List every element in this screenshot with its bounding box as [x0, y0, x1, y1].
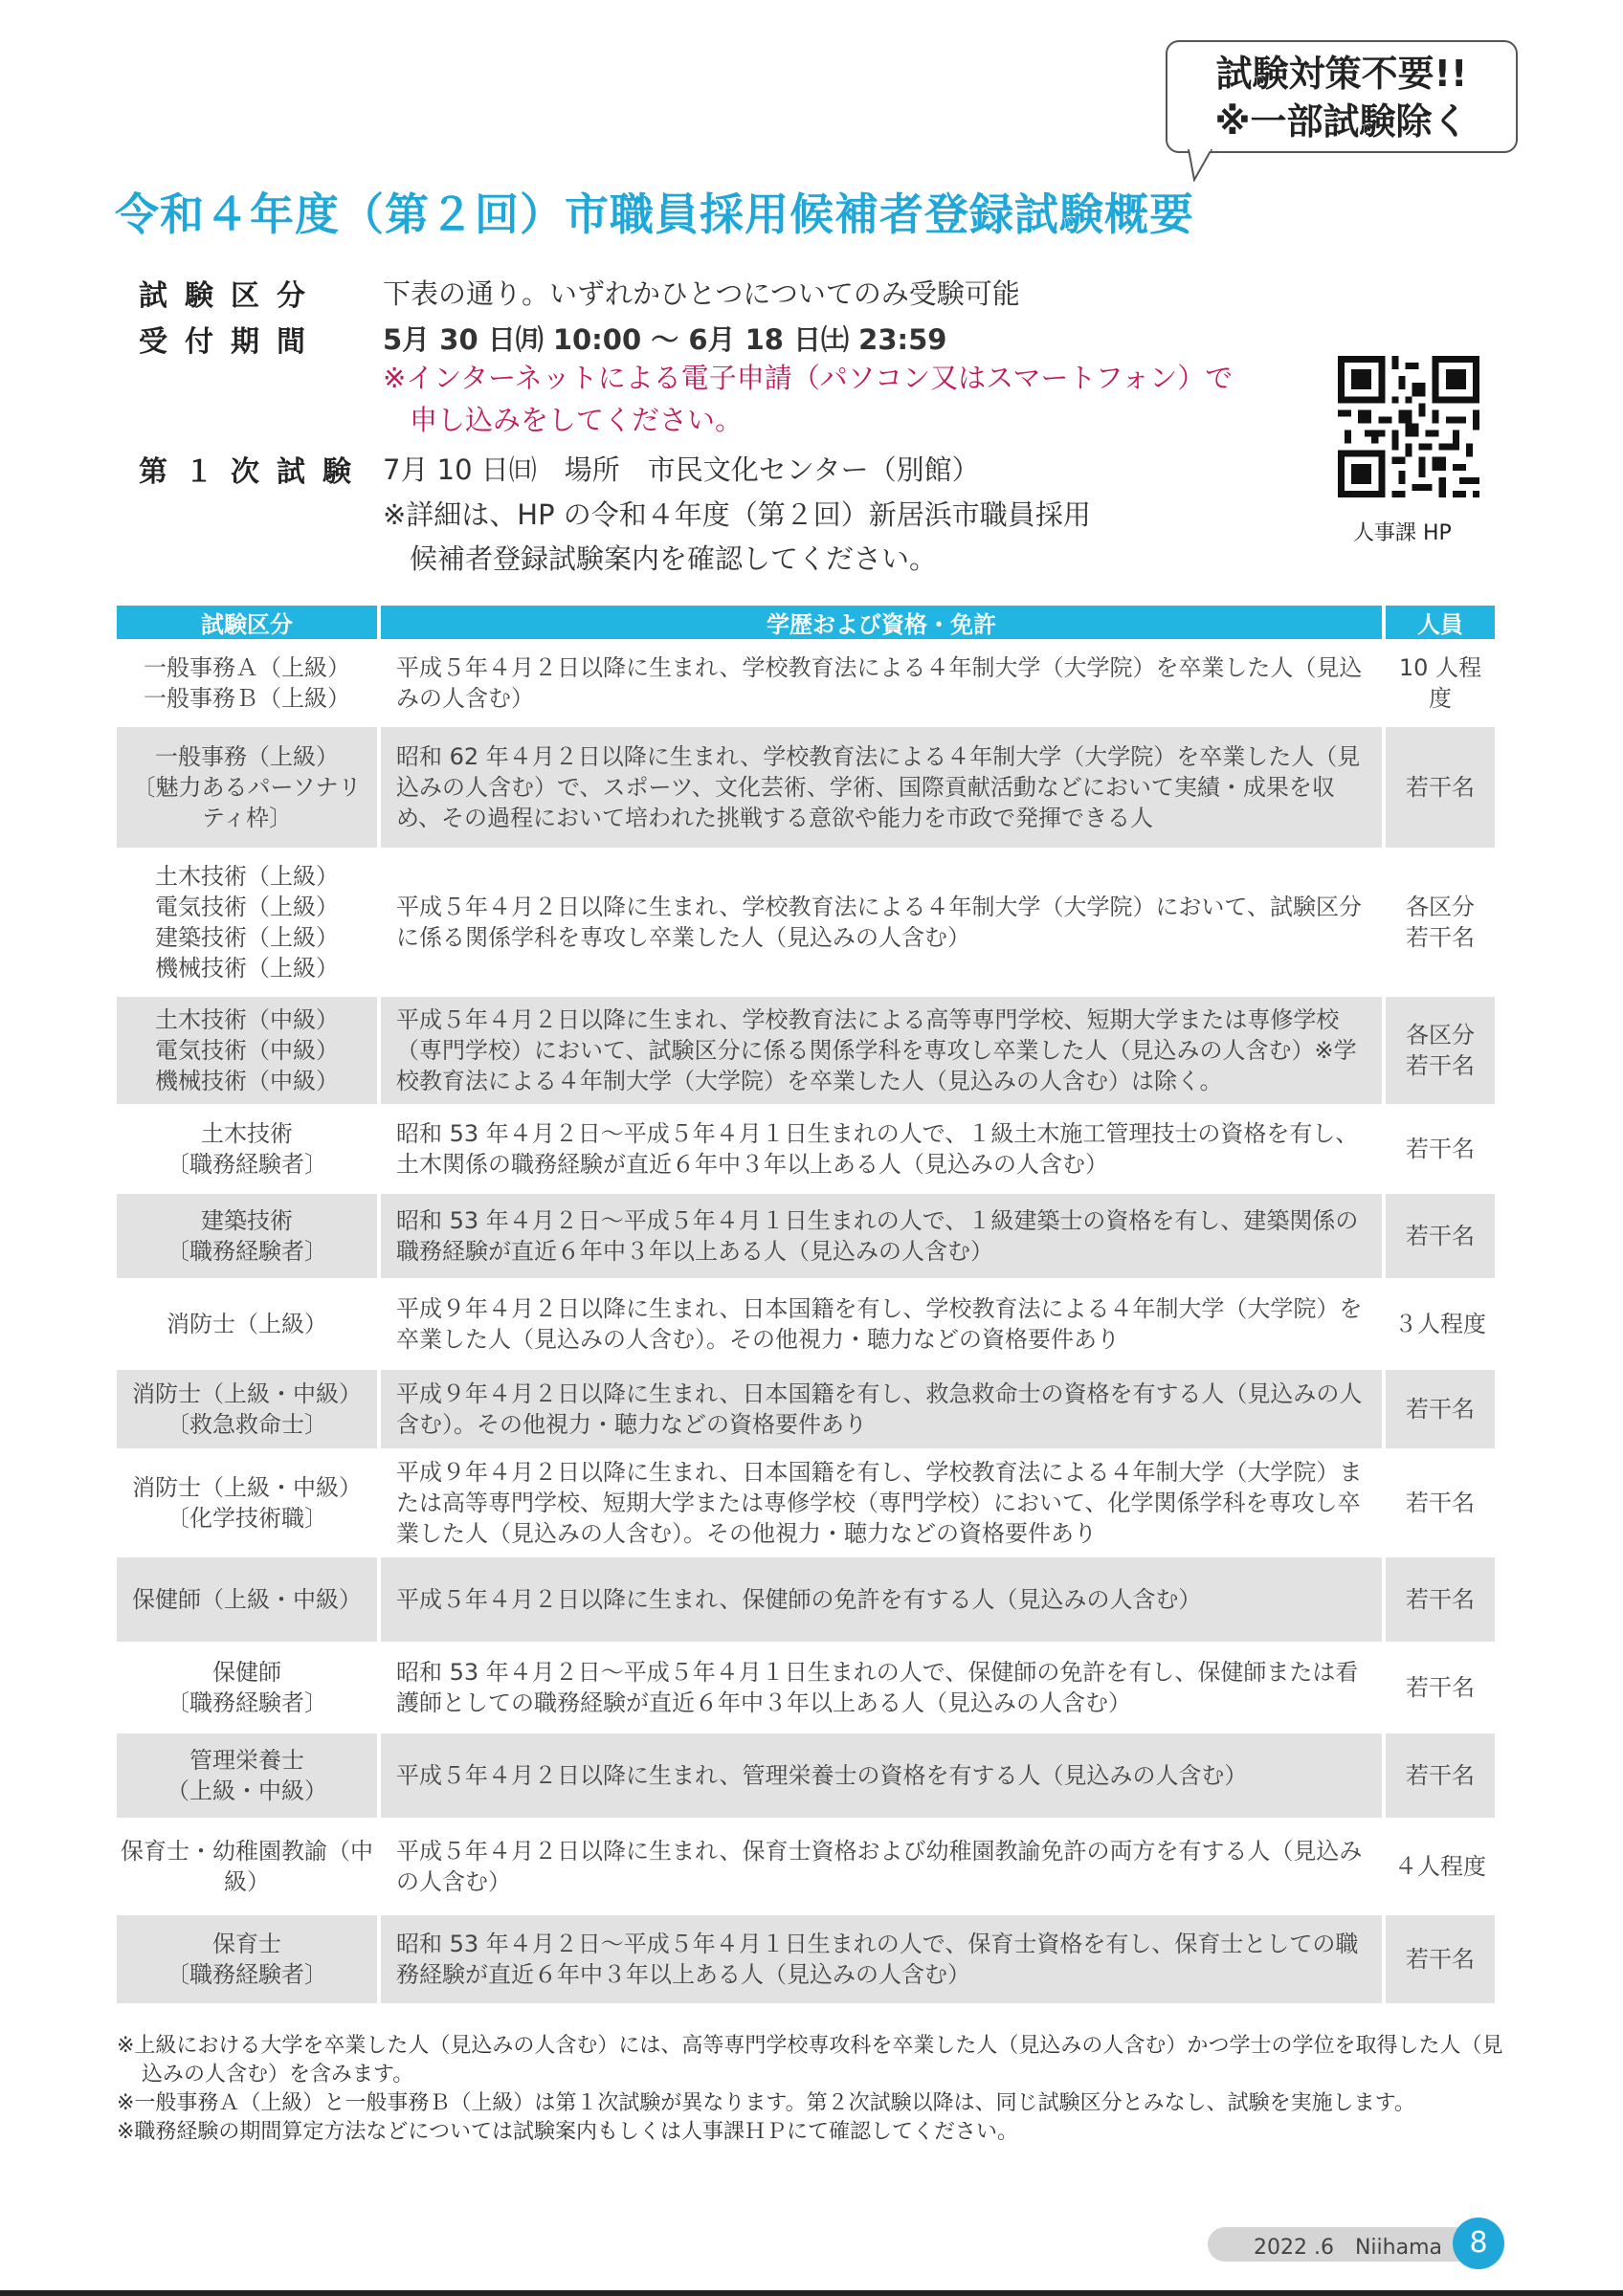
category-line: 保健師 — [212, 1659, 281, 1686]
table-row — [117, 1821, 1495, 1912]
count-line: 若干名 — [1406, 1490, 1475, 1516]
cell-count — [1382, 642, 1495, 724]
cell-count — [1382, 1451, 1495, 1555]
category-line: 保育士・幼稚園教諭（中級） — [121, 1838, 373, 1895]
category-line: 管理栄養士 — [189, 1747, 304, 1774]
cell-count — [1382, 1281, 1495, 1367]
cell-requirement: 平成５年４月２日以降に生まれ、保育士資格および幼稚園教諭免許の両方を有する人（見込みの人含む） — [381, 1821, 1382, 1912]
count-line: 10 人程度 — [1398, 654, 1482, 712]
header-requirement: 学歴および資格・免許 — [381, 606, 1382, 639]
qr-label: 人事課 HP — [1353, 521, 1452, 545]
category-line: 〔化学技術職〕 — [167, 1505, 327, 1532]
category-line: 〔職務経験者〕 — [167, 1961, 327, 1988]
category-line: 保健師（上級・中級） — [132, 1586, 362, 1613]
period-note-1: ※インターネットによる電子申請（パソコン又はスマートフォン）で — [383, 362, 1234, 394]
count-line: 若干名 — [1406, 1762, 1475, 1789]
count-line: 若干名 — [1406, 1136, 1475, 1162]
callout-bubble — [1166, 40, 1518, 153]
cell-category — [117, 642, 381, 724]
cell-requirement: 昭和 53 年４月２日～平成５年４月１日生まれの人で、保育士資格を有し、保育士としての職務経験が直近６年中３年以上ある人（見込みの人含む） — [381, 1915, 1382, 2003]
category-line: 機械技術（中級） — [155, 1068, 339, 1094]
category-line: 保育士 — [212, 1931, 281, 1957]
count-line: 若干名 — [1406, 1223, 1475, 1249]
table-row — [117, 1194, 1495, 1278]
footnote: ※一般事務Ａ（上級）と一般事務Ｂ（上級）は第１次試験が異なります。第２次試験以降は、同じ試験区分とみなし、試験を実施します。 — [117, 2091, 1415, 2115]
period-text: 5月 30 日㈪ 10:00 ～ 6月 18 日㈯ 23:59 — [383, 323, 947, 356]
table-row — [117, 1107, 1495, 1191]
count-line: 各区分 — [1406, 894, 1475, 920]
count-line: ４人程度 — [1394, 1853, 1486, 1880]
cell-category — [117, 1370, 381, 1448]
cell-requirement: 昭和 53 年４月２日～平成５年４月１日生まれの人で、保健師の免許を有し、保健師または看護師としての職務経験が直近６年中３年以上ある人（見込みの人含む） — [381, 1645, 1382, 1731]
cell-count — [1382, 1915, 1495, 2003]
cell-requirement: 昭和 62 年４月２日以降に生まれ、学校教育法による４年制大学（大学院）を卒業した人（見込みの人含む）で、スポーツ、文化芸術、学術、国際貢献活動などにおいて実績・成果を収め、その過程において培われた挑戦する意欲や能力を市政で発揮できる人 — [381, 727, 1382, 848]
cell-count — [1382, 997, 1495, 1104]
cell-count — [1382, 1645, 1495, 1731]
page-title: 令和４年度（第２回）市職員採用候補者登録試験概要 — [115, 188, 1194, 240]
period-note-2: 申し込みをしてください。 — [410, 404, 744, 436]
count-line: 若干名 — [1406, 1586, 1475, 1613]
category-line: ティ枠〕 — [201, 805, 293, 831]
category-line: 〔職務経験者〕 — [167, 1151, 327, 1178]
cell-category — [117, 1281, 381, 1367]
table-body — [117, 642, 1495, 2003]
table-header-row — [117, 606, 1495, 639]
exam-text: 7月 10 日㈰ 場所 市民文化センター（別館） — [383, 453, 980, 486]
cell-count — [1382, 1370, 1495, 1448]
header-count: 人員 — [1382, 606, 1495, 639]
footer-text: 2022 .6 Niihama — [1254, 2236, 1442, 2260]
category-line: 消防士（上級・中級） — [132, 1474, 362, 1501]
count-line: 若干名 — [1406, 1946, 1475, 1973]
table-row — [117, 1915, 1495, 2003]
table-row — [117, 1451, 1495, 1555]
count-line: 若干名 — [1406, 774, 1475, 801]
category-line: 消防士（上級） — [167, 1311, 327, 1337]
footnote: ※上級における大学を卒業した人（見込みの人含む）には、高等専門学校専攻科を卒業した人（見込みの人含む）かつ学士の学位を取得した人（見込みの人含む）を含みます。 — [117, 2034, 1503, 2086]
cell-category — [117, 1821, 381, 1912]
cell-count — [1382, 1107, 1495, 1191]
category-label: 試験区分 — [139, 279, 322, 313]
category-line: 機械技術（上級） — [155, 955, 339, 982]
cell-category — [117, 997, 381, 1104]
cell-category — [117, 1915, 381, 2003]
header-category: 試験区分 — [117, 606, 381, 639]
cell-category — [117, 1557, 381, 1642]
cell-requirement: 平成５年４月２日以降に生まれ、学校教育法による４年制大学（大学院）において、試験区分に係る関係学科を専攻し卒業した人（見込みの人含む） — [381, 850, 1382, 994]
count-line: ３人程度 — [1394, 1311, 1486, 1337]
period-label: 受付期間 — [139, 325, 322, 359]
category-line: 土木技術 — [201, 1120, 293, 1147]
exam-note-1: ※詳細は、HP の令和４年度（第２回）新居浜市職員採用 — [383, 498, 1091, 531]
cell-requirement: 昭和 53 年４月２日～平成５年４月１日生まれの人で、１級土木施工管理技士の資格を有し、土木関係の職務経験が直近６年中３年以上ある人（見込みの人含む） — [381, 1107, 1382, 1191]
cell-requirement: 平成５年４月２日以降に生まれ、学校教育法による４年制大学（大学院）を卒業した人（見込みの人含む） — [381, 642, 1382, 724]
exam-table — [117, 603, 1495, 2006]
count-line: 各区分 — [1406, 1022, 1475, 1049]
count-line: 若干名 — [1406, 1052, 1475, 1079]
cell-requirement: 平成９年４月２日以降に生まれ、日本国籍を有し、学校教育法による４年制大学（大学院）を卒業した人（見込みの人含む）。その他視力・聴力などの資格要件あり — [381, 1281, 1382, 1367]
callout-line1: 試験対策不要!! — [1215, 53, 1468, 95]
table-row — [117, 1370, 1495, 1448]
cell-requirement: 平成９年４月２日以降に生まれ、日本国籍を有し、学校教育法による４年制大学（大学院）または高等専門学校、短期大学または専修学校（専門学校）において、化学関係学科を専攻し卒業した人（見込みの人含む）。その他視力・聴力などの資格要件あり — [381, 1451, 1382, 1555]
category-line: 〔魅力あるパーソナリ — [132, 774, 362, 801]
category-line: 土木技術（上級） — [155, 863, 339, 890]
cell-category — [117, 1733, 381, 1818]
cell-requirement: 昭和 53 年４月２日～平成５年４月１日生まれの人で、１級建築士の資格を有し、建築関係の職務経験が直近６年中３年以上ある人（見込みの人含む） — [381, 1194, 1382, 1278]
cell-category — [117, 1451, 381, 1555]
cell-count — [1382, 727, 1495, 848]
page-number: 8 — [1453, 2218, 1504, 2269]
table-row — [117, 997, 1495, 1104]
category-line: （上級・中級） — [167, 1777, 327, 1804]
footnote: ※職務経験の期間算定方法などについては試験案内もしくは人事課ＨＰにて確認してください。 — [117, 2120, 1018, 2144]
category-line: 電気技術（中級） — [155, 1037, 339, 1064]
table-row — [117, 1645, 1495, 1731]
cell-count — [1382, 1194, 1495, 1278]
table-row — [117, 1281, 1495, 1367]
cell-count — [1382, 1733, 1495, 1818]
qr-code[interactable] — [1338, 356, 1479, 497]
count-line: 若干名 — [1406, 1396, 1475, 1423]
table-row — [117, 1733, 1495, 1818]
table-row — [117, 727, 1495, 848]
count-line: 若干名 — [1406, 924, 1475, 951]
cell-count — [1382, 850, 1495, 994]
cell-category — [117, 1194, 381, 1278]
count-line: 若干名 — [1406, 1674, 1475, 1701]
callout-line2: ※一部試験除く — [1214, 100, 1469, 143]
table-row — [117, 1557, 1495, 1642]
category-line: 建築技術 — [201, 1207, 293, 1234]
table-row — [117, 850, 1495, 994]
cell-requirement: 平成５年４月２日以降に生まれ、管理栄養士の資格を有する人（見込みの人含む） — [381, 1733, 1382, 1818]
cell-requirement: 平成５年４月２日以降に生まれ、学校教育法による高等専門学校、短期大学または専修学校（専門学校）において、試験区分に係る関係学科を専攻し卒業した人（見込みの人含む）※学校教育法による４年制大学（大学院）を卒業した人（見込みの人含む）は除く。 — [381, 997, 1382, 1104]
category-line: 一般事務Ｂ（上級） — [144, 685, 350, 712]
cell-category — [117, 850, 381, 994]
footnotes — [117, 2032, 1504, 2147]
cell-count — [1382, 1821, 1495, 1912]
cell-requirement: 平成９年４月２日以降に生まれ、日本国籍を有し、救急救命士の資格を有する人（見込みの人含む）。その他視力・聴力などの資格要件あり — [381, 1370, 1382, 1448]
category-line: 一般事務Ａ（上級） — [144, 654, 350, 681]
cell-category — [117, 727, 381, 848]
cell-category — [117, 1107, 381, 1191]
cell-requirement: 平成５年４月２日以降に生まれ、保健師の免許を有する人（見込みの人含む） — [381, 1557, 1382, 1642]
cell-count — [1382, 1557, 1495, 1642]
exam-label: 第１次試験 — [139, 455, 368, 489]
exam-note-2: 候補者登録試験案内を確認してください。 — [410, 542, 938, 575]
table-row — [117, 642, 1495, 724]
category-text: 下表の通り。いずれかひとつについてのみ受験可能 — [383, 277, 1020, 310]
category-line: 〔職務経験者〕 — [167, 1238, 327, 1265]
cell-category — [117, 1645, 381, 1731]
category-line: 一般事務（上級） — [155, 743, 339, 770]
bottom-rule — [0, 2290, 1623, 2296]
category-line: 〔救急救命士〕 — [167, 1411, 327, 1438]
category-line: 消防士（上級・中級） — [132, 1380, 362, 1407]
category-line: 〔職務経験者〕 — [167, 1689, 327, 1716]
category-line: 建築技術（上級） — [155, 924, 339, 951]
category-line: 土木技術（中級） — [155, 1006, 339, 1033]
category-line: 電気技術（上級） — [155, 894, 339, 920]
